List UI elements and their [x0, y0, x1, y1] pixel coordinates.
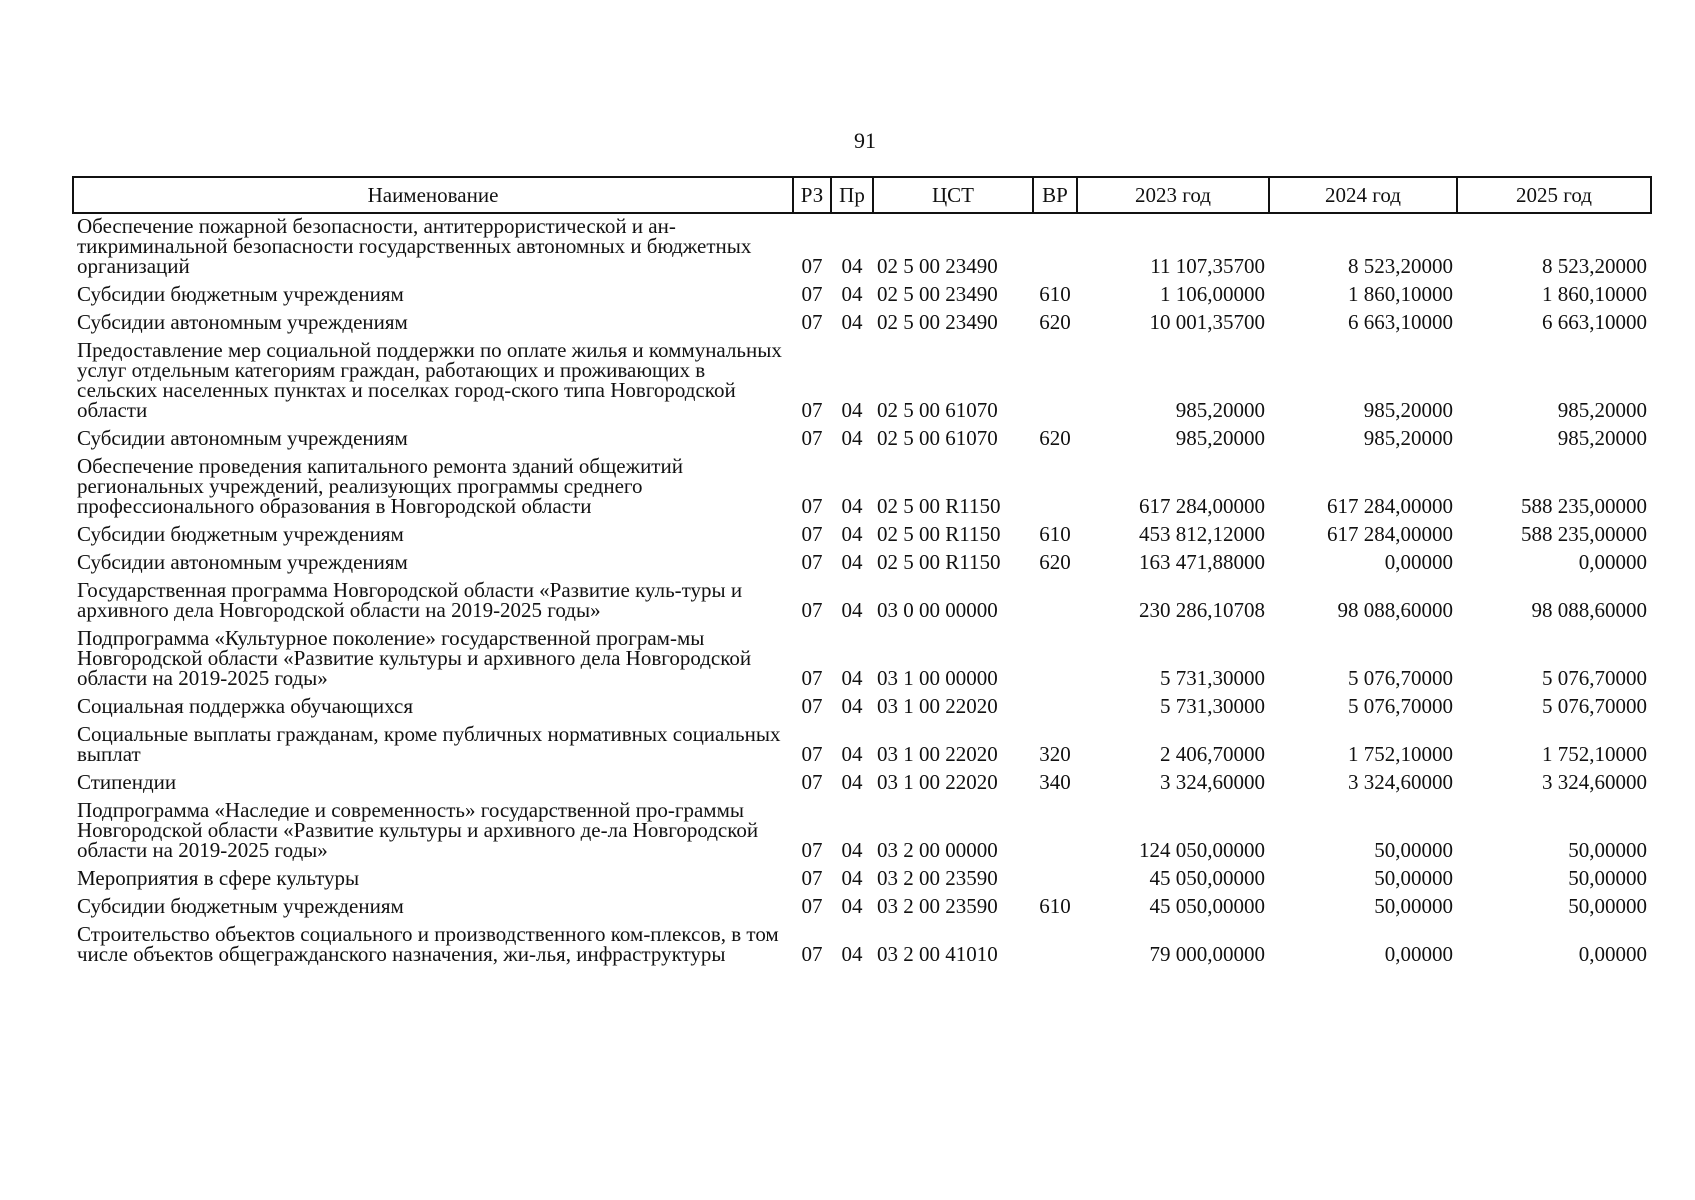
table-row [73, 866, 1651, 894]
cell-name: Строительство объектов социального и производственного ком-плексов, в том числе объектов общегражданского назначения, жи-лья, инфраструктуры [77, 922, 779, 966]
table-row [73, 282, 1651, 310]
cell-2024: 985,20000 [1363, 398, 1453, 422]
cell-pr: 04 [841, 838, 863, 862]
cell-cst: 02 5 00 61070 [877, 398, 998, 422]
cell-2023: 1 106,00000 [1160, 282, 1265, 306]
table-header [73, 177, 1651, 213]
cell-rz: 07 [801, 398, 823, 422]
cell-2023: 124 050,00000 [1139, 838, 1265, 862]
cell-2025: 0,00000 [1578, 550, 1647, 574]
cell-name: Социальные выплаты гражданам, кроме публичных нормативных социальных выплат [77, 722, 781, 766]
cell-rz: 07 [801, 770, 823, 794]
cell-pr: 04 [841, 866, 863, 890]
cell-cst: 03 0 00 00000 [877, 598, 998, 622]
cell-name: Подпрограмма «Культурное поколение» государственной програм-мы Новгородской области «Развитие культуры и архивного дела Новгородской области на 2019-2025 годы» [77, 626, 752, 690]
cell-name: Стипендии [77, 770, 177, 794]
cell-vr: 620 [1039, 310, 1071, 334]
cell-2024: 50,00000 [1374, 894, 1453, 918]
cell-2024: 617 284,00000 [1327, 522, 1453, 546]
cell-2023: 5 731,30000 [1160, 694, 1265, 718]
cell-2024: 5 076,70000 [1348, 694, 1453, 718]
table-row [73, 310, 1651, 338]
table-row [73, 770, 1651, 798]
cell-vr: 320 [1039, 742, 1071, 766]
column-header-vr: ВР [1033, 177, 1077, 213]
cell-2025: 985,20000 [1557, 398, 1647, 422]
cell-rz: 07 [801, 522, 823, 546]
column-header-pr: Пр [831, 177, 873, 213]
cell-cst: 03 1 00 00000 [877, 666, 998, 690]
cell-cst: 03 2 00 00000 [877, 838, 998, 862]
cell-vr [1033, 694, 1077, 722]
cell-rz: 07 [801, 598, 823, 622]
cell-vr: 610 [1039, 282, 1071, 306]
cell-pr: 04 [841, 770, 863, 794]
cell-2025: 0,00000 [1578, 942, 1647, 966]
cell-2024: 6 663,10000 [1348, 310, 1453, 334]
cell-pr: 04 [841, 254, 863, 278]
cell-vr [1033, 338, 1077, 426]
cell-name: Субсидии автономным учреждениям [77, 550, 408, 574]
cell-cst: 03 1 00 22020 [877, 770, 998, 794]
cell-rz: 07 [801, 894, 823, 918]
cell-rz: 07 [801, 742, 823, 766]
cell-pr: 04 [841, 550, 863, 574]
column-header-cst: ЦСТ [873, 177, 1033, 213]
cell-2025: 5 076,70000 [1542, 666, 1647, 690]
cell-pr: 04 [841, 694, 863, 718]
table-row [73, 894, 1651, 922]
cell-rz: 07 [801, 550, 823, 574]
cell-2023: 163 471,88000 [1139, 550, 1265, 574]
cell-2025: 985,20000 [1557, 426, 1647, 450]
cell-rz: 07 [801, 942, 823, 966]
cell-rz: 07 [801, 282, 823, 306]
table-row [73, 798, 1651, 866]
cell-2023: 11 107,35700 [1150, 254, 1265, 278]
cell-vr [1033, 213, 1077, 282]
cell-2025: 1 860,10000 [1542, 282, 1647, 306]
cell-rz: 07 [801, 254, 823, 278]
cell-2024: 8 523,20000 [1348, 254, 1453, 278]
table-row [73, 426, 1651, 454]
cell-2025: 8 523,20000 [1542, 254, 1647, 278]
cell-name: Подпрограмма «Наследие и современность» государственной про-граммы Новгородской области «Развитие культуры и архивного де-ла Новгородской области на 2019-2025 годы» [77, 798, 759, 862]
column-header-name: Наименование [73, 177, 793, 213]
cell-2024: 0,00000 [1384, 550, 1453, 574]
cell-cst: 02 5 00 23490 [877, 310, 998, 334]
cell-vr: 340 [1039, 770, 1071, 794]
cell-2025: 5 076,70000 [1542, 694, 1647, 718]
cell-rz: 07 [801, 310, 823, 334]
table-row [73, 550, 1651, 578]
cell-name: Обеспечение проведения капитального ремонта зданий общежитий региональных учреждений, реализующих программы среднего профессионального образования в Новгородской области [77, 454, 683, 518]
cell-vr [1033, 866, 1077, 894]
cell-2024: 985,20000 [1363, 426, 1453, 450]
cell-cst: 02 5 00 23490 [877, 254, 998, 278]
cell-vr [1033, 798, 1077, 866]
cell-pr: 04 [841, 522, 863, 546]
table-row [73, 722, 1651, 770]
cell-cst: 03 2 00 41010 [877, 942, 998, 966]
page-number: 91 [854, 128, 876, 153]
cell-2023: 985,20000 [1175, 426, 1265, 450]
cell-pr: 04 [841, 282, 863, 306]
cell-cst: 02 5 00 R1150 [877, 550, 1001, 574]
cell-name: Субсидии бюджетным учреждениям [77, 894, 404, 918]
cell-pr: 04 [841, 494, 863, 518]
cell-cst: 03 2 00 23590 [877, 866, 998, 890]
cell-name: Субсидии бюджетным учреждениям [77, 522, 404, 546]
cell-name: Социальная поддержка обучающихся [77, 694, 414, 718]
column-header-2023: 2023 год [1077, 177, 1269, 213]
cell-2025: 588 235,00000 [1521, 494, 1647, 518]
cell-2024: 617 284,00000 [1327, 494, 1453, 518]
cell-2024: 50,00000 [1374, 866, 1453, 890]
budget-table [72, 176, 1652, 970]
cell-2023: 3 324,60000 [1160, 770, 1265, 794]
cell-vr: 610 [1039, 894, 1071, 918]
cell-name: Субсидии автономным учреждениям [77, 310, 408, 334]
table-row [73, 454, 1651, 522]
cell-2024: 3 324,60000 [1348, 770, 1453, 794]
cell-2023: 2 406,70000 [1160, 742, 1265, 766]
cell-cst: 02 5 00 23490 [877, 282, 998, 306]
cell-name: Мероприятия в сфере культуры [77, 866, 360, 890]
cell-2023: 230 286,10708 [1139, 598, 1265, 622]
cell-cst: 02 5 00 R1150 [877, 494, 1001, 518]
table-row [73, 213, 1651, 282]
cell-vr: 610 [1039, 522, 1071, 546]
cell-pr: 04 [841, 942, 863, 966]
cell-2025: 50,00000 [1568, 866, 1647, 890]
cell-pr: 04 [841, 598, 863, 622]
cell-2025: 588 235,00000 [1521, 522, 1647, 546]
cell-2024: 1 752,10000 [1348, 742, 1453, 766]
cell-2025: 1 752,10000 [1542, 742, 1647, 766]
cell-vr [1033, 922, 1077, 970]
table-body [73, 213, 1651, 970]
cell-2023: 617 284,00000 [1139, 494, 1265, 518]
column-header-rz: РЗ [793, 177, 831, 213]
cell-name: Государственная программа Новгородской области «Развитие куль-туры и архивного дела Новгородской области на 2019-2025 годы» [77, 578, 743, 622]
cell-vr [1033, 578, 1077, 626]
cell-cst: 03 1 00 22020 [877, 694, 998, 718]
cell-vr [1033, 454, 1077, 522]
column-header-2024: 2024 год [1269, 177, 1457, 213]
cell-2023: 45 050,00000 [1149, 894, 1265, 918]
cell-pr: 04 [841, 426, 863, 450]
cell-2023: 453 812,12000 [1139, 522, 1265, 546]
cell-vr [1033, 626, 1077, 694]
cell-rz: 07 [801, 838, 823, 862]
column-header-2025: 2025 год [1457, 177, 1651, 213]
cell-cst: 03 2 00 23590 [877, 894, 998, 918]
cell-2023: 45 050,00000 [1149, 866, 1265, 890]
cell-2023: 5 731,30000 [1160, 666, 1265, 690]
cell-cst: 02 5 00 R1150 [877, 522, 1001, 546]
cell-cst: 03 1 00 22020 [877, 742, 998, 766]
cell-name: Обеспечение пожарной безопасности, антитеррористической и ан-тикриминальной безопасности государственных автономных и бюджетных организаций [77, 214, 752, 278]
cell-pr: 04 [841, 742, 863, 766]
cell-rz: 07 [801, 666, 823, 690]
cell-2025: 98 088,60000 [1531, 598, 1647, 622]
cell-2025: 3 324,60000 [1542, 770, 1647, 794]
cell-2025: 50,00000 [1568, 838, 1647, 862]
cell-cst: 02 5 00 61070 [877, 426, 998, 450]
cell-pr: 04 [841, 666, 863, 690]
cell-vr: 620 [1039, 426, 1071, 450]
cell-rz: 07 [801, 494, 823, 518]
cell-rz: 07 [801, 426, 823, 450]
cell-name: Субсидии автономным учреждениям [77, 426, 408, 450]
cell-name: Субсидии бюджетным учреждениям [77, 282, 404, 306]
cell-2024: 5 076,70000 [1348, 666, 1453, 690]
cell-2025: 50,00000 [1568, 894, 1647, 918]
table-row [73, 522, 1651, 550]
table-row [73, 922, 1651, 970]
cell-rz: 07 [801, 694, 823, 718]
cell-2024: 0,00000 [1384, 942, 1453, 966]
cell-pr: 04 [841, 310, 863, 334]
cell-rz: 07 [801, 866, 823, 890]
cell-2023: 985,20000 [1175, 398, 1265, 422]
cell-2024: 98 088,60000 [1337, 598, 1453, 622]
table-row [73, 578, 1651, 626]
cell-2023: 10 001,35700 [1149, 310, 1265, 334]
cell-2023: 79 000,00000 [1149, 942, 1265, 966]
cell-2024: 1 860,10000 [1348, 282, 1453, 306]
cell-name: Предоставление мер социальной поддержки по оплате жилья и коммунальных услуг отдельным категориям граждан, работающих и проживающих в сельских населенных пунктах и поселках город-ского типа Новгородской области [77, 338, 782, 422]
table-row [73, 694, 1651, 722]
cell-pr: 04 [841, 894, 863, 918]
cell-pr: 04 [841, 398, 863, 422]
cell-2024: 50,00000 [1374, 838, 1453, 862]
table-row [73, 626, 1651, 694]
table-row [73, 338, 1651, 426]
cell-vr: 620 [1039, 550, 1071, 574]
cell-2025: 6 663,10000 [1542, 310, 1647, 334]
